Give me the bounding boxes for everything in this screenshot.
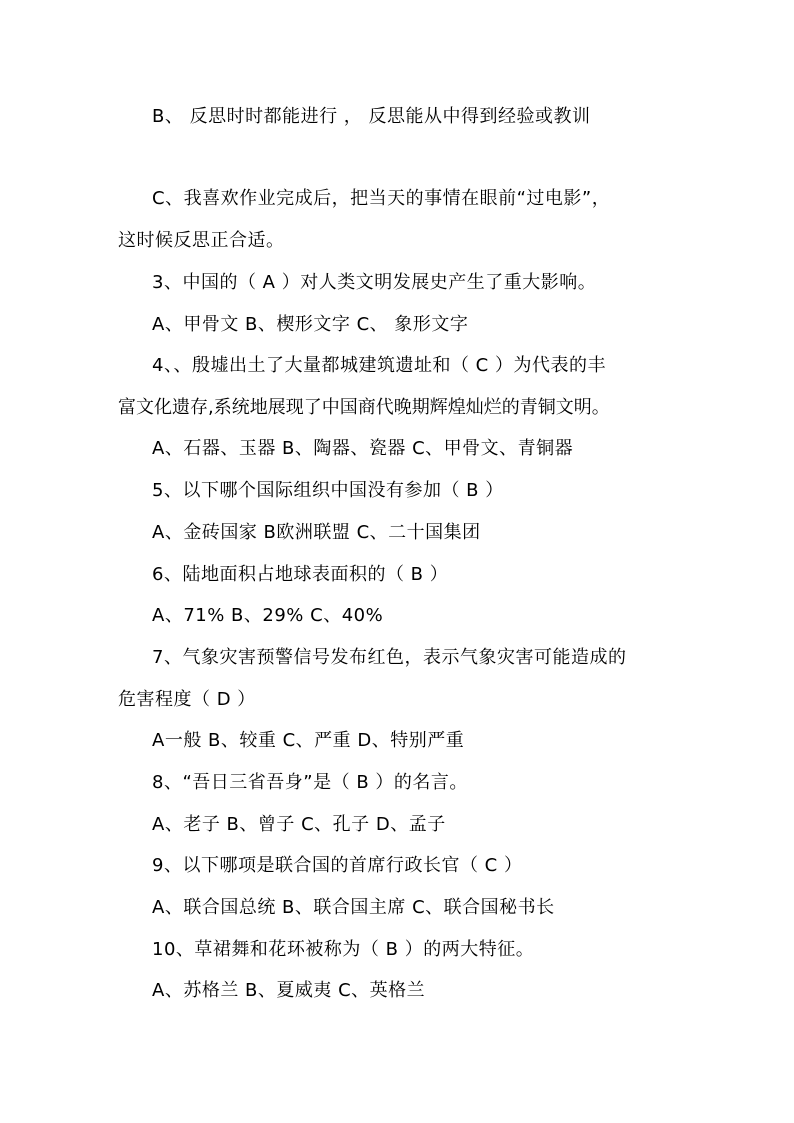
- question-10: 10、草裙舞和花环被称为（ B ）的两大特征。: [152, 939, 535, 960]
- option-b-reflection: B、 反思时时都能进行 ， 反思能从中得到经验或教训: [152, 106, 591, 127]
- question-7-line1: 7、气象灾害预警信号发布红色，表示气象灾害可能造成的: [152, 647, 627, 668]
- question-6: 6、陆地面积占地球表面积的（ B ）: [152, 564, 449, 585]
- question-7-options: A一般 B、较重 C、严重 D、特别严重: [152, 730, 465, 751]
- question-5-options: A、金砖国家 B欧洲联盟 C、二十国集团: [152, 522, 481, 543]
- question-9: 9、以下哪项是联合国的首席行政长官（ C ）: [152, 855, 523, 876]
- question-4-line2: 富文化遗存,系统地展现了中国商代晚期辉煌灿烂的青铜文明。: [118, 397, 610, 418]
- question-3: 3、中国的（ A ）对人类文明发展史产生了重大影响。: [152, 272, 597, 293]
- question-3-options: A、甲骨文 B、楔形文字 C、 象形文字: [152, 314, 469, 335]
- question-8-options: A、老子 B、曾子 C、孔子 D、孟子: [152, 814, 446, 835]
- question-9-options: A、联合国总统 B、联合国主席 C、联合国秘书长: [152, 897, 555, 918]
- option-c-reflection-line1: C、我喜欢作业完成后，把当天的事情在眼前“过电影”，: [152, 188, 611, 209]
- question-10-options: A、苏格兰 B、夏威夷 C、英格兰: [152, 980, 426, 1001]
- question-4-options: A、石器、玉器 B、陶器、瓷器 C、甲骨文、青铜器: [152, 438, 574, 459]
- question-8: 8、“吾日三省吾身”是（ B ）的名言。: [152, 772, 468, 793]
- question-4-line1: 4、、殷墟出土了大量都城建筑遗址和（ C ）为代表的丰: [152, 355, 606, 376]
- option-c-reflection-line2: 这时候反思正合适。: [118, 230, 285, 251]
- question-6-options: A、71% B、29% C、40%: [152, 605, 384, 626]
- question-5: 5、以下哪个国际组织中国没有参加（ B ）: [152, 480, 504, 501]
- question-7-line2: 危害程度（ D ）: [118, 689, 256, 710]
